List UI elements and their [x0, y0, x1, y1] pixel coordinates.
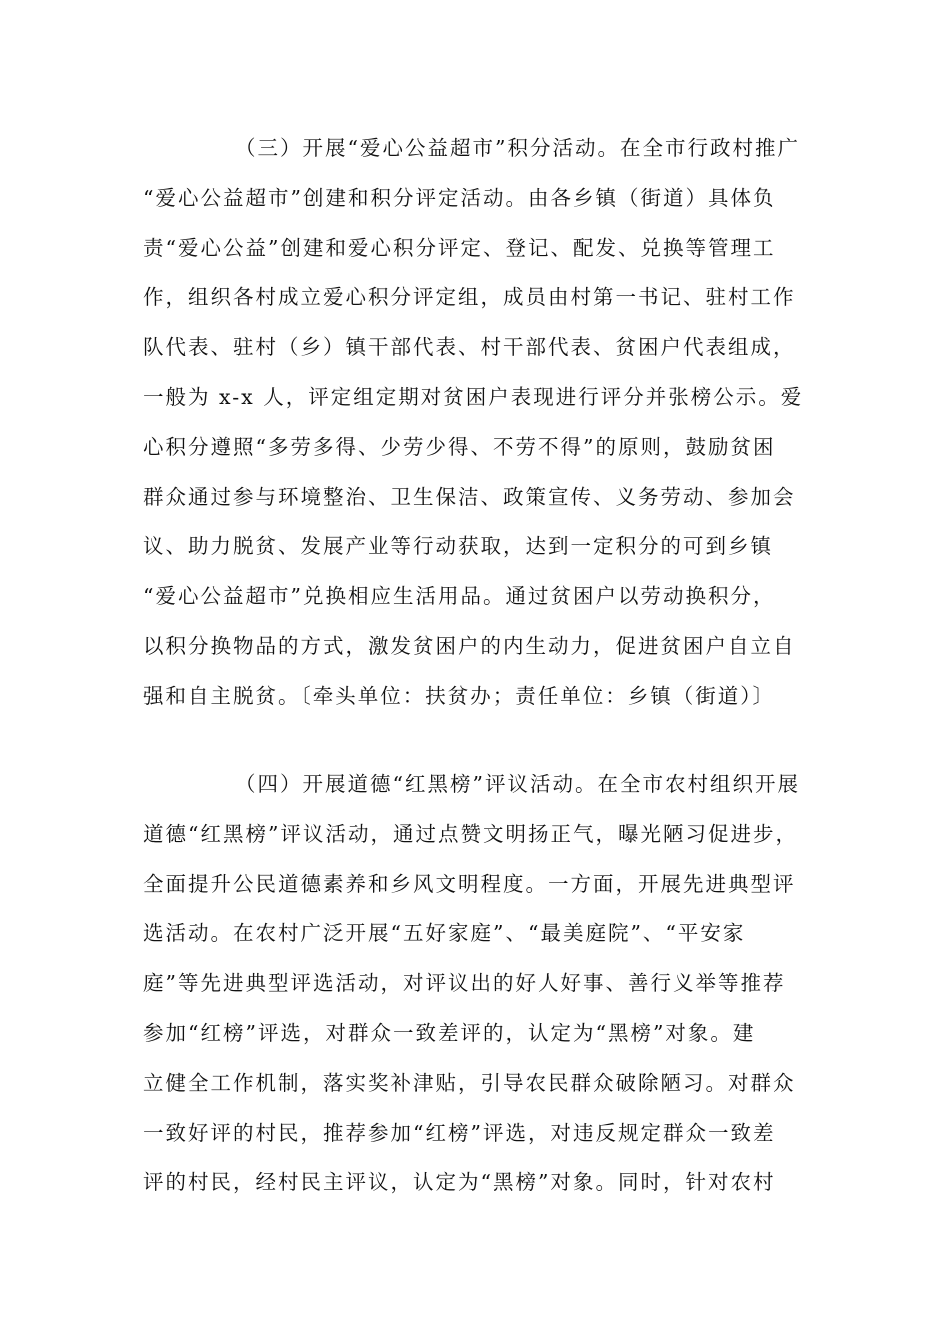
- text-line: 队代表、驻村（乡）镇干部代表、村干部代表、贫困户代表组成，: [143, 335, 796, 360]
- paragraph-section-4: [143, 760, 823, 1208]
- text-line: 参加“红榜”评选，对群众一致差评的，认定为“黑榜”对象。建: [143, 1020, 756, 1045]
- text-line: “爱心公益超市”兑换相应生活用品。通过贫困户以劳动换积分，: [143, 584, 776, 609]
- text-line: “爱心公益超市”创建和积分评定活动。由各乡镇（街道）具体负: [143, 185, 776, 210]
- text-line: 一般为 x-x 人，评定组定期对贫困户表现进行评分并张榜公示。爱: [143, 384, 804, 409]
- text-line: 立健全工作机制，落实奖补津贴，引导农民群众破除陋习。对群众: [143, 1070, 796, 1095]
- text-line: 选活动。在农村广泛开展“五好家庭”、“最美庭院”、“平安家: [143, 921, 746, 946]
- text-line: 心积分遵照“多劳多得、少劳少得、不劳不得”的原则，鼓励贫困: [143, 434, 776, 459]
- paragraph-section-3: [143, 124, 823, 722]
- text-line: 一致好评的村民，推荐参加“红榜”评选，对违反规定群众一致差: [143, 1120, 776, 1145]
- text-line: 群众通过参与环境整治、卫生保洁、政策宣传、义务劳动、参加会: [143, 484, 796, 509]
- text-line: （三）开展“爱心公益超市”积分活动。在全市行政村推广: [235, 136, 800, 160]
- text-line: 议、助力脱贫、发展产业等行动获取，达到一定积分的可到乡镇: [143, 534, 773, 559]
- text-line: 责“爱心公益”创建和爱心积分评定、登记、配发、兑换等管理工: [143, 235, 776, 260]
- text-line: （四）开展道德“红黑榜”评议活动。在全市农村组织开展: [235, 772, 800, 796]
- text-line: 以积分换物品的方式，激发贫困户的内生动力，促进贫困户自立自: [143, 633, 796, 658]
- text-line: 全面提升公民道德素养和乡风文明程度。一方面，开展先进典型评: [143, 871, 796, 896]
- text-line: 评的村民，经村民主评议，认定为“黑榜”对象。同时，针对农村: [143, 1170, 776, 1195]
- text-line: 强和自主脱贫。〔牵头单位：扶贫办；责任单位：乡镇（街道）〕: [143, 683, 775, 708]
- text-line: 庭”等先进典型评选活动，对评议出的好人好事、善行义举等推荐: [143, 971, 786, 996]
- text-line: 道德“红黑榜”评议活动，通过点赞文明扬正气，曝光陋习促进步，: [143, 821, 798, 846]
- text-line: 作，组织各村成立爱心积分评定组，成员由村第一书记、驻村工作: [143, 285, 796, 310]
